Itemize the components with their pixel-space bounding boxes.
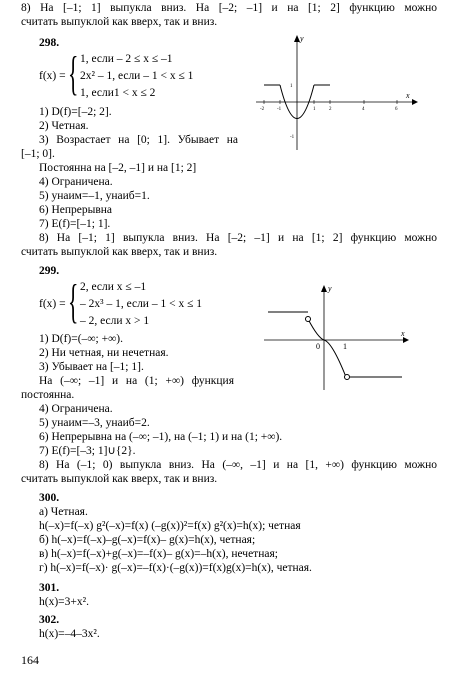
- problem-number: 300.: [39, 492, 60, 504]
- answer-line: 6) Непрерывна: [39, 204, 113, 216]
- answer-line: в) h(–x)=f(–x)+g(–x)=–f(x)– g(x)=–h(x), нечетная;: [39, 548, 278, 560]
- tick-label: -1: [290, 135, 295, 140]
- answer-line: h(x)=3+x².: [39, 596, 89, 608]
- answer-line: считать выпуклой как вверх, так и вниз.: [21, 246, 218, 258]
- problem-number: 298.: [39, 37, 60, 49]
- y-axis-label: y: [328, 284, 332, 293]
- answer-line: h(–x)=f(–x) g²(–x)=f(x) (–g(x))²=f(x) g²(x)=h(x); четная: [39, 520, 301, 532]
- answer-line: 5) yнаим=–3, yнаиб=2.: [39, 417, 150, 429]
- x-axis-label: x: [406, 91, 410, 100]
- tick-label: 4: [362, 107, 365, 112]
- answer-line: h(x)=–4–3x².: [39, 628, 100, 640]
- open-point: [345, 375, 350, 380]
- open-point: [306, 317, 311, 322]
- function-label: f(x) =: [39, 298, 66, 310]
- case-line: – 2x³ – 1, если – 1 < x ≤ 1: [80, 298, 203, 310]
- tick-label: 1: [343, 342, 347, 351]
- answer-line: 8) На (–1; 0) выпукла вниз. На (–∞, –1] и на [1, +∞) функцию можно: [39, 459, 437, 471]
- answer-line: 3) Возрастает на [0; 1]. Убывает на: [39, 134, 238, 146]
- answer-line: 5) yнаим=–1, yнаиб=1.: [39, 190, 150, 202]
- answer-line: а) Четная.: [39, 506, 88, 518]
- answer-line: считать выпуклой как вверх, так и вниз.: [21, 473, 218, 485]
- graph-cubic: [308, 319, 346, 377]
- answer-line: б) h(–x)=f(–x)–g(–x)=f(x)– g(x)=h(x), четная;: [39, 534, 256, 546]
- case-line: 2, если x ≤ –1: [80, 281, 147, 293]
- answer-line: [–1; 0].: [21, 148, 55, 160]
- answer-line: 7) E(f)=[–3; 1]∪{2}.: [39, 445, 136, 457]
- answer-line: 1) D(f)=[–2; 2].: [39, 106, 112, 118]
- tick-label: 2: [329, 107, 332, 112]
- case-line: – 2, если x > 1: [80, 315, 150, 327]
- brace: {: [68, 47, 79, 100]
- answer-line: 4) Ограничена.: [39, 176, 113, 188]
- problem-number: 299.: [39, 265, 60, 277]
- answer-line: 2) Ни четная, ни нечетная.: [39, 347, 169, 359]
- problem-number: 301.: [39, 582, 60, 594]
- answer-line: На (–∞; –1] и на (1; +∞) функция: [39, 375, 234, 387]
- function-graph: [262, 282, 412, 392]
- x-arrow: [412, 99, 418, 105]
- tick-label: 1: [313, 107, 316, 112]
- brace: {: [68, 275, 79, 328]
- tick-label: 1: [290, 84, 293, 89]
- answer-line: 4) Ограничена.: [39, 403, 113, 415]
- tick-label: -1: [277, 107, 282, 112]
- text-line: 8) На [–1; 1] выпукла вниз. На [–2; –1] и на [1; 2] функцию можно: [21, 2, 437, 14]
- answer-line: 2) Четная.: [39, 120, 89, 132]
- answer-line: 8) На [–1; 1] выпукла вниз. На [–2; –1] и на [1; 2] функцию можно: [39, 232, 437, 244]
- y-arrow: [321, 285, 327, 292]
- text-line: считать выпуклой как вверх, так и вниз.: [21, 16, 218, 28]
- answer-line: Постоянна на [–2, –1] и на [1; 2]: [39, 162, 197, 174]
- case-line: 1, если – 2 ≤ x ≤ –1: [80, 53, 173, 65]
- case-line: 2x² – 1, если – 1 < x ≤ 1: [80, 70, 194, 82]
- case-line: 1, если1 < x ≤ 2: [80, 87, 156, 99]
- x-axis-label: x: [401, 329, 405, 338]
- function-label: f(x) =: [39, 70, 66, 82]
- answer-line: 6) Непрерывна на (–∞; –1), на (–1; 1) и на (1; +∞).: [39, 431, 283, 443]
- problem-number: 302.: [39, 614, 60, 626]
- tick-label: 6: [395, 107, 398, 112]
- answer-line: 3) Убывает на [–1; 1].: [39, 361, 144, 373]
- y-axis-label: y: [300, 34, 304, 43]
- page-number: 164: [21, 653, 39, 667]
- answer-line: 7) E(f)=[–1; 1].: [39, 218, 111, 230]
- answer-line: постоянна.: [21, 389, 75, 401]
- function-graph: [252, 32, 422, 152]
- answer-line: г) h(–x)=f(–x)· g(–x)=–f(x)·(–g(x))=f(x)g(x)=h(x), четная.: [39, 562, 312, 574]
- tick-label: -2: [260, 107, 265, 112]
- answer-line: 1) D(f)=(–∞; +∞).: [39, 333, 123, 345]
- origin-label: 0: [316, 342, 320, 351]
